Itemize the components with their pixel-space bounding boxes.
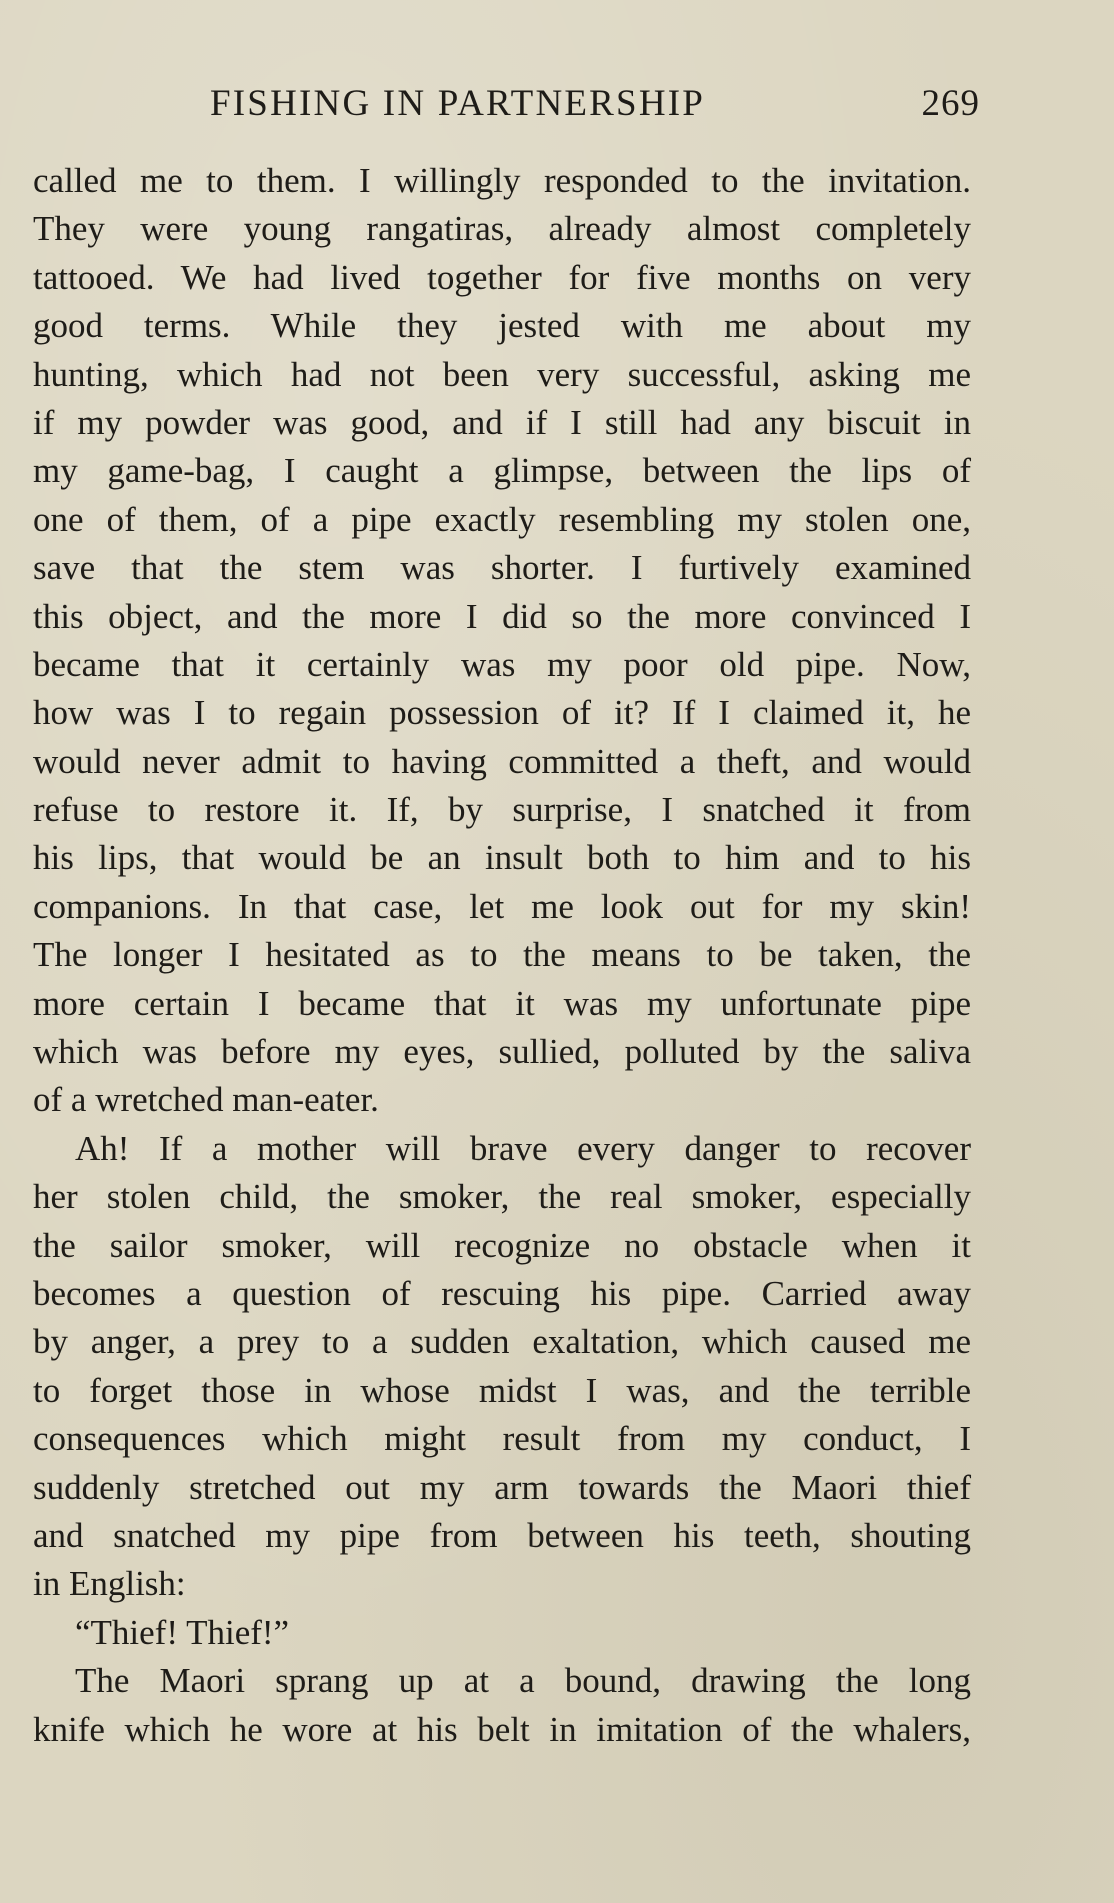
text-line: They were young rangatiras, already almost completely xyxy=(33,209,971,249)
running-header xyxy=(200,82,980,132)
text-line: Ah! If a mother will brave every danger to recover xyxy=(75,1128,971,1168)
text-line: how was I to regain possession of it? If I claimed it, he xyxy=(33,693,971,733)
text-line: becomes a question of rescuing his pipe. Carried away xyxy=(33,1273,971,1313)
text-line: my game-bag, I caught a glimpse, between the lips of xyxy=(33,451,971,491)
text-line: this object, and the more I did so the more convinced I xyxy=(33,596,971,636)
page-number: 269 xyxy=(921,83,980,124)
text-line: good terms. While they jested with me about my xyxy=(33,306,971,346)
text-line: in English: xyxy=(33,1564,186,1604)
text-line: and snatched my pipe from between his teeth, shouting xyxy=(33,1515,971,1555)
text-line: refuse to restore it. If, by surprise, I snatched it from xyxy=(33,790,971,830)
text-line: which was before my eyes, sullied, polluted by the saliva xyxy=(33,1032,971,1072)
text-line: the sailor smoker, will recognize no obstacle when it xyxy=(33,1225,971,1265)
text-line: became that it certainly was my poor old pipe. Now, xyxy=(33,644,971,684)
text-line: of a wretched man-eater. xyxy=(33,1080,379,1120)
text-line: one of them, of a pipe exactly resembling my stolen one, xyxy=(33,499,971,539)
text-line: knife which he wore at his belt in imitation of the whalers, xyxy=(33,1709,971,1749)
text-line: “Thief! Thief!” xyxy=(75,1612,290,1652)
text-line: if my powder was good, and if I still had any biscuit in xyxy=(33,402,971,442)
text-line: hunting, which had not been very successful, asking me xyxy=(33,354,971,394)
text-line: tattooed. We had lived together for five months on very xyxy=(33,257,971,297)
text-line: save that the stem was shorter. I furtively examined xyxy=(33,548,971,588)
text-line: his lips, that would be an insult both to him and to his xyxy=(33,838,971,878)
text-line: The longer I hesitated as to the means to be taken, the xyxy=(33,935,971,975)
body-text xyxy=(33,157,971,1754)
running-title: FISHING IN PARTNERSHIP xyxy=(210,83,706,124)
text-line: called me to them. I willingly responded to the invitation. xyxy=(33,161,971,200)
text-line: to forget those in whose midst I was, and the terrible xyxy=(33,1370,971,1410)
text-line: companions. In that case, let me look out for my skin! xyxy=(33,886,971,926)
text-line: her stolen child, the smoker, the real smoker, especially xyxy=(33,1177,971,1217)
text-line: would never admit to having committed a theft, and would xyxy=(33,741,971,781)
text-line: more certain I became that it was my unfortunate pipe xyxy=(33,983,971,1023)
text-line: by anger, a prey to a sudden exaltation, which caused me xyxy=(33,1322,971,1362)
text-line: suddenly stretched out my arm towards the Maori thief xyxy=(33,1467,971,1507)
text-line: consequences which might result from my conduct, I xyxy=(33,1419,971,1459)
text-line: The Maori sprang up at a bound, drawing the long xyxy=(75,1661,971,1701)
